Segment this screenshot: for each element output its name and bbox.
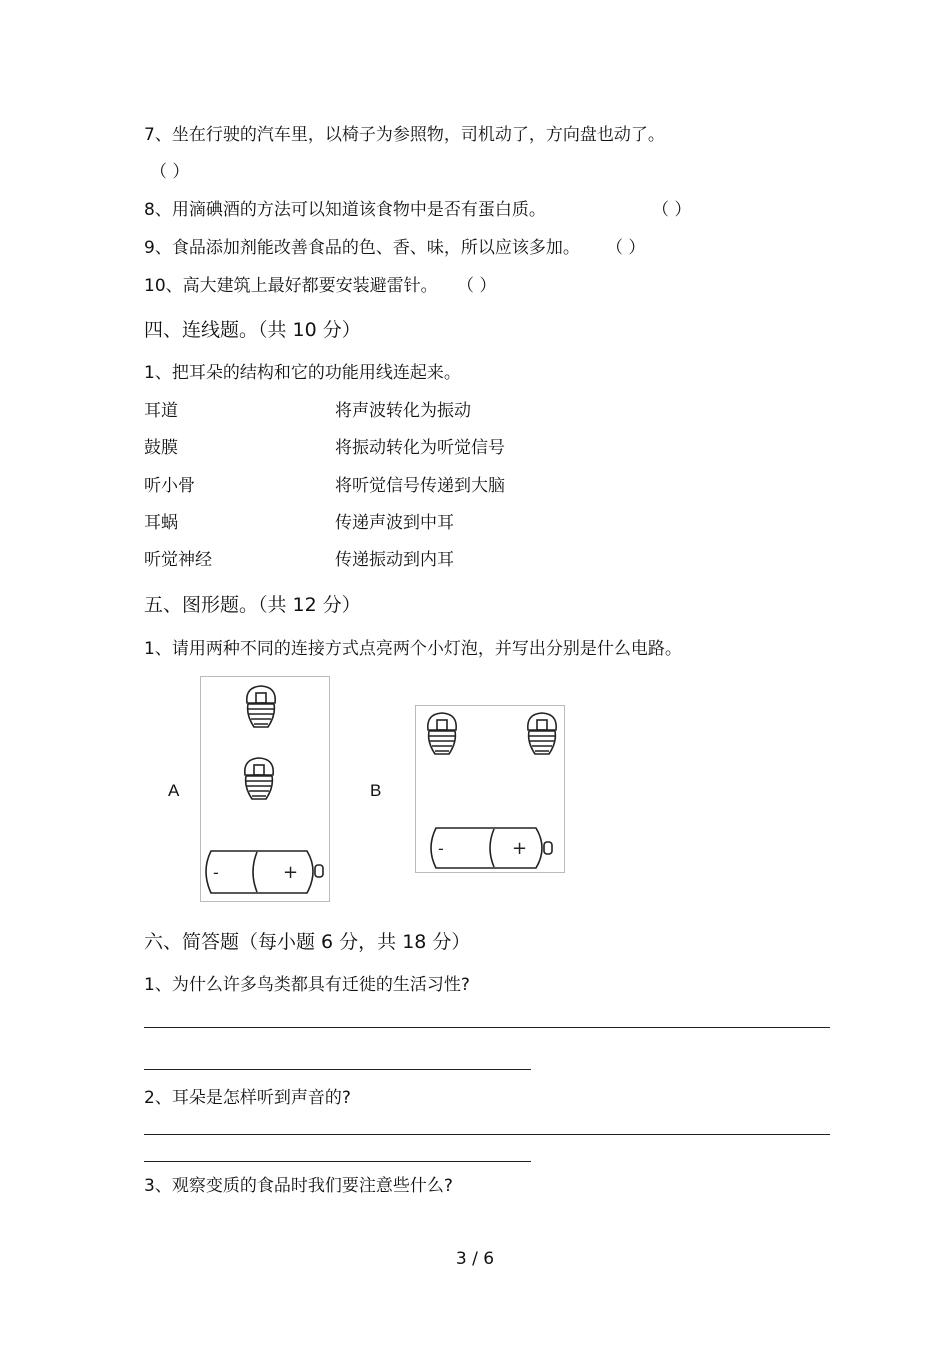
battery-plus: +: [283, 862, 299, 883]
section-4-question-1: 1、把耳朵的结构和它的功能用线连起来。: [144, 363, 461, 383]
battery-plus: +: [512, 838, 528, 859]
page-number: 3 / 6: [455, 1249, 495, 1269]
bulb-icon: [247, 686, 275, 727]
section-6-question-3: 3、观察变质的食品时我们要注意些什么?: [144, 1176, 453, 1196]
question-8: 8、用滴碘酒的方法可以知道该食物中是否有蛋白质。: [144, 200, 546, 220]
section-6-title: 六、简答题（每小题 6 分，共 18 分）: [144, 931, 471, 953]
answer-line[interactable]: [144, 1134, 830, 1135]
match-right-item: 将振动转化为听觉信号: [335, 438, 505, 458]
figure-a: [200, 676, 330, 902]
match-right-item: 传递振动到内耳: [335, 550, 454, 570]
section-4-title: 四、连线题。（共 10 分）: [144, 319, 361, 341]
answer-paren-7: （ ）: [150, 162, 190, 182]
match-left-item: 耳道: [144, 401, 178, 421]
match-left-item: 耳蜗: [144, 513, 178, 533]
figure-a-drawing: [201, 677, 329, 901]
figure-b: [415, 705, 565, 873]
match-right-item: 传递声波到中耳: [335, 513, 454, 533]
answer-paren-8: （ ）: [652, 200, 692, 220]
answer-line[interactable]: [144, 1161, 531, 1162]
bulb-icon: [528, 713, 556, 754]
match-right-item: 将听觉信号传递到大脑: [335, 476, 505, 496]
section-5-question-1: 1、请用两种不同的连接方式点亮两个小灯泡，并写出分别是什么电路。: [144, 639, 682, 659]
answer-line[interactable]: [144, 1069, 531, 1070]
match-left-item: 鼓膜: [144, 438, 178, 458]
battery-icon: [431, 828, 552, 868]
figure-b-label: B: [370, 781, 382, 800]
figure-b-drawing: [416, 706, 564, 872]
question-7: 7、坐在行驶的汽车里，以椅子为参照物，司机动了，方向盘也动了。: [144, 125, 665, 145]
battery-minus: -: [213, 863, 219, 882]
bulb-icon: [245, 758, 273, 799]
battery-minus: -: [438, 839, 444, 858]
bulb-icon: [428, 713, 456, 754]
match-right-item: 将声波转化为振动: [335, 401, 471, 421]
battery-icon: [206, 851, 323, 893]
section-6-question-2: 2、耳朵是怎样听到声音的?: [144, 1088, 351, 1108]
section-6-question-1: 1、为什么许多鸟类都具有迁徙的生活习性?: [144, 975, 470, 995]
answer-line[interactable]: [144, 1027, 830, 1028]
question-9: 9、食品添加剂能改善食品的色、香、味，所以应该多加。: [144, 238, 580, 258]
question-10: 10、高大建筑上最好都要安装避雷针。: [144, 276, 438, 296]
answer-paren-9: （ ）: [606, 238, 646, 258]
answer-paren-10: （ ）: [457, 276, 497, 296]
section-5-title: 五、图形题。（共 12 分）: [144, 594, 361, 616]
match-left-item: 听小骨: [144, 476, 195, 496]
match-left-item: 听觉神经: [144, 550, 212, 570]
figure-a-label: A: [168, 781, 180, 800]
